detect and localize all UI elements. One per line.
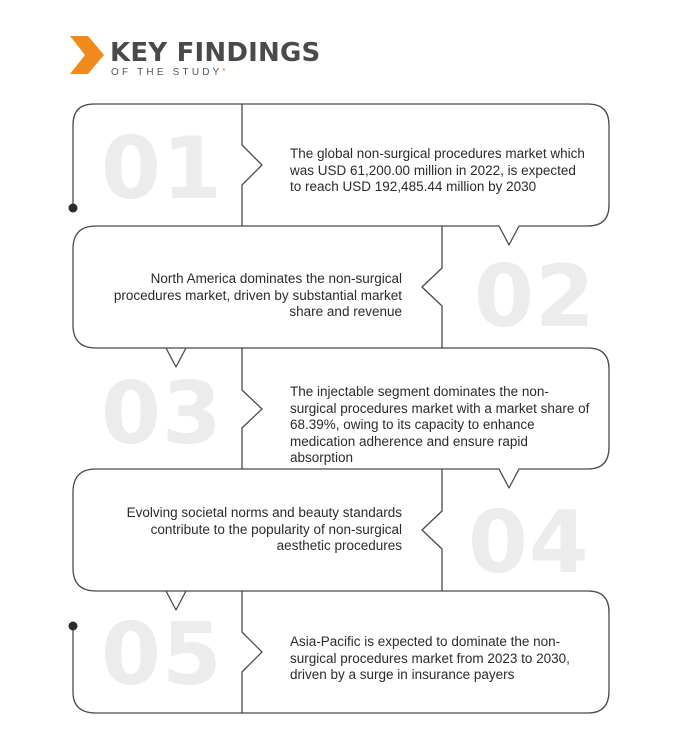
page-title: KEY FINDINGS bbox=[110, 38, 321, 68]
divider-04 bbox=[422, 469, 442, 591]
step-number: 03 bbox=[101, 364, 223, 464]
divider-01 bbox=[242, 104, 262, 226]
step-text: Asia-Pacific is expected to dominate the non-surgical procedures market from 2023 to 2030, driven by a surge in insurance payers bbox=[290, 634, 570, 682]
step-number: 02 bbox=[474, 247, 596, 347]
step-text: The global non-surgical procedures market which was USD 61,200.00 million in 2022, is expected to reach USD 192,485.44 million by 2030 bbox=[290, 146, 585, 194]
timeline-dot-end bbox=[69, 622, 78, 631]
divider-05 bbox=[242, 591, 262, 713]
step-text: Evolving societal norms and beauty standards contribute to the popularity of non-surgical aesthetic procedures bbox=[126, 505, 402, 553]
step-text: North America dominates the non-surgical procedures market, driven by substantial market share and revenue bbox=[113, 271, 402, 319]
accent-mark-icon: ‘ bbox=[222, 67, 226, 78]
divider-02 bbox=[422, 226, 442, 348]
page-subtitle: OF THE STUDY‘ bbox=[111, 67, 226, 78]
timeline-dot-start bbox=[69, 204, 78, 213]
divider-03 bbox=[242, 348, 262, 469]
step-text: The injectable segment dominates the non-surgical procedures market with a market share of 68.39%, owing to its capacity to enhance medication adherence and ensure rapid absorption bbox=[290, 384, 590, 465]
step-number: 04 bbox=[468, 493, 590, 593]
step-number: 01 bbox=[101, 119, 223, 219]
step-number: 05 bbox=[101, 605, 223, 705]
